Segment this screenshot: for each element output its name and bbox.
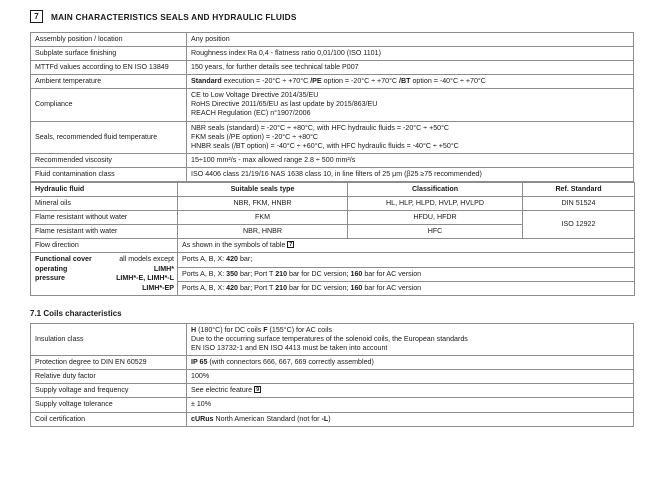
row-value bbox=[187, 384, 634, 398]
table-header-row bbox=[31, 182, 635, 196]
table-row bbox=[31, 61, 634, 75]
row-value: Any position bbox=[187, 33, 634, 47]
row-label: Seals, recommended fluid temperature bbox=[31, 121, 187, 153]
coils-characteristics-table bbox=[30, 323, 634, 427]
row-value bbox=[187, 324, 634, 356]
row-value: NBR seals (standard) = -20°C ÷ +80°C, with HFC hydraulic fluids = -20°C ÷ +50°C FKM seals (/PE option) = -20°C ÷ +80°C HNBR seals (/BT option) = -40°C ÷ +60°C, with HFC hydraulic fluids = -40°C ÷ +50°C bbox=[187, 121, 634, 153]
table-row bbox=[31, 197, 635, 211]
row-value bbox=[178, 239, 635, 253]
row-seals: NBR, FKM, HNBR bbox=[178, 197, 348, 211]
row-label: Compliance bbox=[31, 89, 187, 121]
row-label: Insulation class bbox=[31, 324, 187, 356]
row-label: Relative duty factor bbox=[31, 370, 187, 384]
row-label: Fluid contamination class bbox=[31, 167, 187, 181]
section-number-badge: 7 bbox=[30, 10, 43, 23]
table-row bbox=[31, 121, 634, 153]
variant-value-0: Ports A, B, X: 420 bar; bbox=[178, 253, 635, 267]
table-row bbox=[31, 384, 634, 398]
row-value: ISO 4406 class 21/19/16 NAS 1638 class 10, in line filters of 25 μm (β25 ≥75 recommended) bbox=[187, 167, 634, 181]
row-classification: HFDU, HFDR bbox=[348, 211, 523, 225]
row-label: Mineral oils bbox=[31, 197, 178, 211]
table-row-flow-direction bbox=[31, 239, 635, 253]
table-row bbox=[31, 356, 634, 370]
flow-direction-text: As shown in the symbols of table bbox=[182, 241, 288, 250]
variant-name-0: all models except LIMH* bbox=[119, 255, 174, 273]
row-label: Protection degree to DIN EN 60529 bbox=[31, 356, 187, 370]
variant-value-2: Ports A, B, X: 420 bar; Port T 210 bar for DC version; 160 bar for AC version bbox=[178, 281, 635, 295]
row-value: cURus North American Standard (not for -L) bbox=[187, 412, 634, 426]
row-value: 150 years, for further details see technical table P007 bbox=[187, 61, 634, 75]
table-row bbox=[31, 211, 635, 225]
row-seals: NBR, HNBR bbox=[178, 225, 348, 239]
column-header-classification: Classification bbox=[348, 182, 523, 196]
functional-cover-label-wrap bbox=[31, 253, 177, 295]
functional-cover-label-line1: Functional cover bbox=[35, 255, 92, 264]
supply-voltage-text: See electric feature bbox=[191, 386, 255, 395]
row-classification: HL, HLP, HLPD, HVLP, HVLPD bbox=[348, 197, 523, 211]
row-label: Coil certification bbox=[31, 412, 187, 426]
functional-cover-variants bbox=[97, 253, 177, 295]
row-value: Roughness index Ra 0,4 - flatness ratio 0,01/100 (ISO 1101) bbox=[187, 47, 634, 61]
functional-cover-label-cell bbox=[31, 253, 178, 296]
row-label: Supply voltage and frequency bbox=[31, 384, 187, 398]
row-label: Supply voltage tolerance bbox=[31, 398, 187, 412]
row-value: ± 10% bbox=[187, 398, 634, 412]
column-header-fluid: Hydraulic fluid bbox=[31, 182, 178, 196]
variant-name-2: LIMH*-EP bbox=[142, 283, 174, 292]
row-label: Subplate surface finishing bbox=[31, 47, 187, 61]
row-standard: DIN 51524 bbox=[523, 197, 635, 211]
functional-cover-label-line3: pressure bbox=[35, 274, 65, 283]
page-title: MAIN CHARACTERISTICS SEALS AND HYDRAULIC FLUIDS bbox=[51, 11, 297, 22]
table-row-functional-cover bbox=[31, 253, 635, 267]
table-row bbox=[31, 167, 634, 181]
symbol-ref-badge: 9 bbox=[256, 387, 260, 394]
table-row bbox=[31, 370, 634, 384]
table-row bbox=[31, 153, 634, 167]
insulation-class-notes: Due to the occurring surface temperatures of the solenoid coils, the European standards EN ISO 13732-1 and EN ISO 4413 must be taken into account bbox=[191, 335, 468, 353]
row-value: 100% bbox=[187, 370, 634, 384]
row-value: CE to Low Voltage Directive 2014/35/EU RoHS Directive 2011/65/EU as last update by 2015/863/EU REACH Regulation (EC) n°1907/2006 bbox=[187, 89, 634, 121]
row-label: Assembly position / location bbox=[31, 33, 187, 47]
variant-name-1: LIMH*-E, LIMH*-L bbox=[116, 274, 174, 283]
row-standard: ISO 12922 bbox=[523, 211, 635, 239]
row-label: Flow direction bbox=[31, 239, 178, 253]
coils-section-title: 7.1 Coils characteristics bbox=[30, 309, 122, 319]
row-value: 15÷100 mm²/s - max allowed range 2.8 ÷ 500 mm²/s bbox=[187, 153, 634, 167]
row-label: MTTFd values according to EN ISO 13849 bbox=[31, 61, 187, 75]
table-row bbox=[31, 324, 634, 356]
functional-cover-label bbox=[31, 253, 97, 295]
variant-value-1: Ports A, B, X: 350 bar; Port T 210 bar for DC version; 160 bar for AC version bbox=[178, 267, 635, 281]
hydraulic-fluids-table bbox=[30, 182, 635, 296]
functional-cover-label-line2: operating bbox=[35, 264, 68, 273]
document-page bbox=[0, 10, 663, 478]
table-row bbox=[31, 89, 634, 121]
table-row bbox=[31, 412, 634, 426]
section-header bbox=[30, 10, 663, 23]
insulation-class-line1: H (180°C) for DC coils F (155°C) for AC coils bbox=[191, 326, 332, 335]
table-row bbox=[31, 33, 634, 47]
row-label: Flame resistant without water bbox=[31, 211, 178, 225]
table-row bbox=[31, 75, 634, 89]
table-row bbox=[31, 47, 634, 61]
symbol-ref-badge: 7 bbox=[289, 242, 293, 249]
row-label: Ambient temperature bbox=[31, 75, 187, 89]
row-label: Flame resistant with water bbox=[31, 225, 178, 239]
column-header-seals: Suitable seals type bbox=[178, 182, 348, 196]
row-classification: HFC bbox=[348, 225, 523, 239]
table-row bbox=[31, 398, 634, 412]
row-value: IP 65 (with connectors 666, 667, 669 correctly assembled) bbox=[187, 356, 634, 370]
row-value: Standard execution = -20°C ÷ +70°C /PE option = -20°C ÷ +70°C /BT option = -40°C ÷ +70°C bbox=[187, 75, 634, 89]
row-seals: FKM bbox=[178, 211, 348, 225]
row-label: Recommended viscosity bbox=[31, 153, 187, 167]
main-characteristics-table bbox=[30, 32, 634, 182]
column-header-standard: Ref. Standard bbox=[523, 182, 635, 196]
